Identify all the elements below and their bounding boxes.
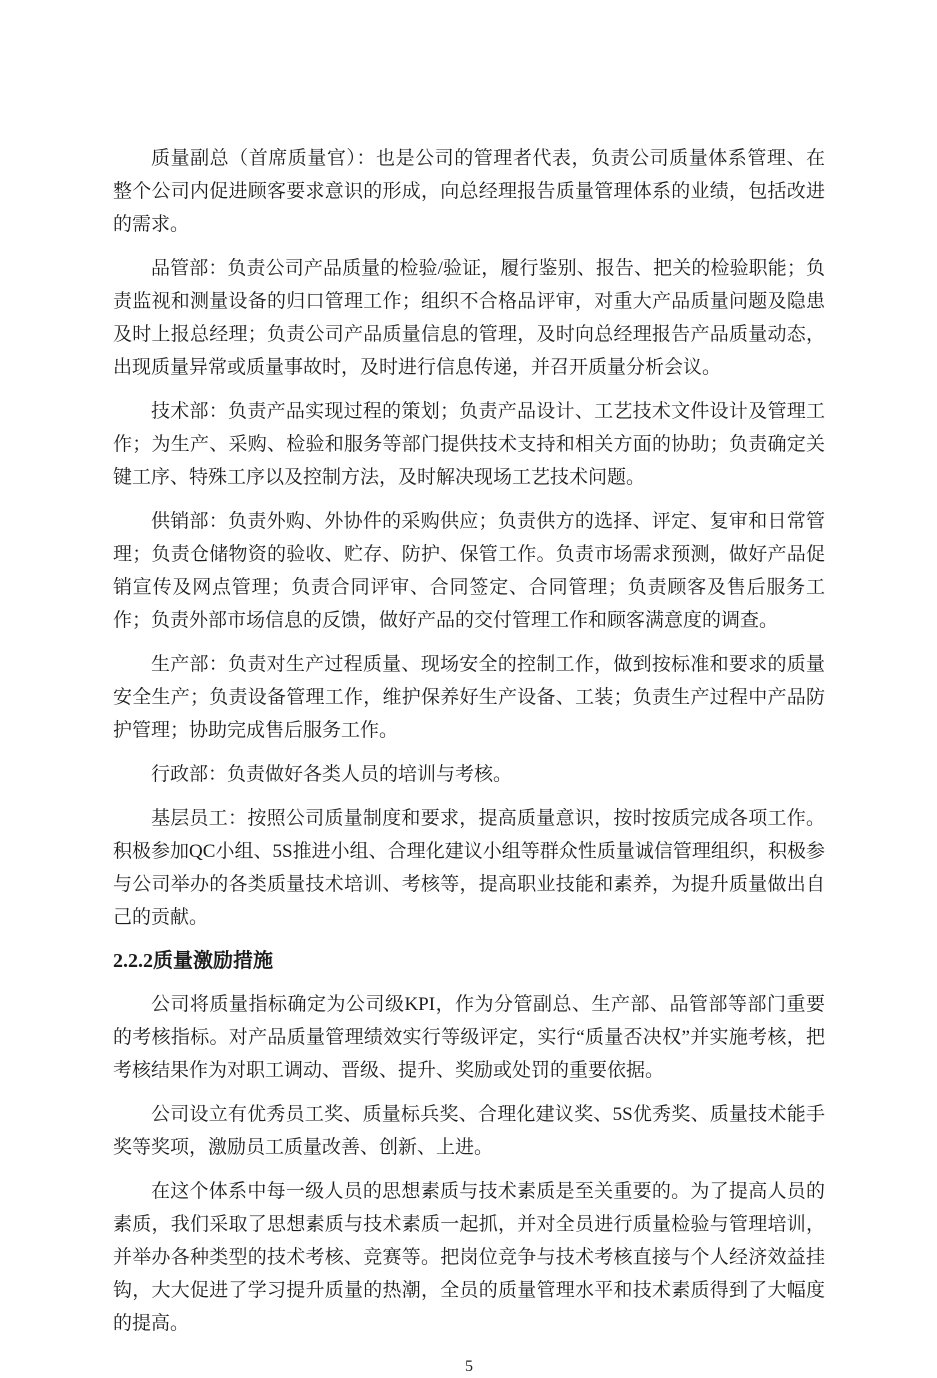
paragraph-supply-dept: 供销部：负责外购、外协件的采购供应；负责供方的选择、评定、复审和日常管理；负责仓储物资的验收、贮存、防护、保管工作。负责市场需求预测，做好产品促销宣传及网点管理；负责合同评审、合同签定、合同管理；负责顾客及售后服务工作；负责外部市场信息的反馈，做好产品的交付管理工作和顾客满意度的调查。 (113, 511, 825, 631)
paragraph-quality-dept: 品管部：负责公司产品质量的检验/验证，履行鉴别、报告、把关的检验职能；负责监视和测量设备的归口管理工作；组织不合格品评审，对重大产品质量问题及隐患及时上报总经理；负责公司产品质量信息的管理，及时向总经理报告产品质量动态，出现质量异常或质量事故时，及时进行信息传递，并召开质量分析会议。 (113, 258, 825, 378)
paragraph-awards: 公司设立有优秀员工奖、质量标兵奖、合理化建议奖、5S优秀奖、质量技术能手奖等奖项，激励员工质量改善、创新、上进。 (113, 1104, 825, 1158)
paragraph-tech-dept: 技术部：负责产品实现过程的策划；负责产品设计、工艺技术文件设计及管理工作；为生产、采购、检验和服务等部门提供技术支持和相关方面的协助；负责确定关键工序、特殊工序以及控制方法，及时解决现场工艺技术问题。 (113, 401, 825, 488)
page-number: 5 (465, 1358, 473, 1375)
section-heading-quality-incentives: 2.2.2质量激励措施 (113, 950, 273, 972)
paragraph-kpi-assessment: 公司将质量指标确定为公司级KPI，作为分管副总、生产部、品管部等部门重要的考核指标。对产品质量管理绩效实行等级评定，实行“质量否决权”并实施考核，把考核结果作为对职工调动、晋级、提升、奖励或处罚的重要依据。 (113, 994, 825, 1081)
paragraph-quality-vp: 质量副总（首席质量官）：也是公司的管理者代表，负责公司质量体系管理、在整个公司内促进顾客要求意识的形成，向总经理报告质量管理体系的业绩，包括改进的需求。 (113, 148, 825, 235)
paragraph-production-dept: 生产部：负责对生产过程质量、现场安全的控制工作，做到按标准和要求的质量安全生产；负责设备管理工作，维护保养好生产设备、工装；负责生产过程中产品防护管理；协助完成售后服务工作。 (113, 654, 825, 741)
paragraph-base-staff: 基层员工：按照公司质量制度和要求，提高质量意识，按时按质完成各项工作。积极参加QC小组、5S推进小组、合理化建议小组等群众性质量诚信管理组织，积极参与公司举办的各类质量技术培训、考核等，提高职业技能和素养，为提升质量做出自己的贡献。 (113, 808, 825, 928)
paragraph-training-competition: 在这个体系中每一级人员的思想素质与技术素质是至关重要的。为了提高人员的素质，我们采取了思想素质与技术素质一起抓，并对全员进行质量检验与管理培训，并举办各种类型的技术考核、竞赛等。把岗位竞争与技术考核直接与个人经济效益挂钩，大大促进了学习提升质量的热潮，全员的质量管理水平和技术素质得到了大幅度的提高。 (113, 1181, 825, 1334)
paragraph-admin-dept: 行政部：负责做好各类人员的培训与考核。 (151, 764, 513, 785)
